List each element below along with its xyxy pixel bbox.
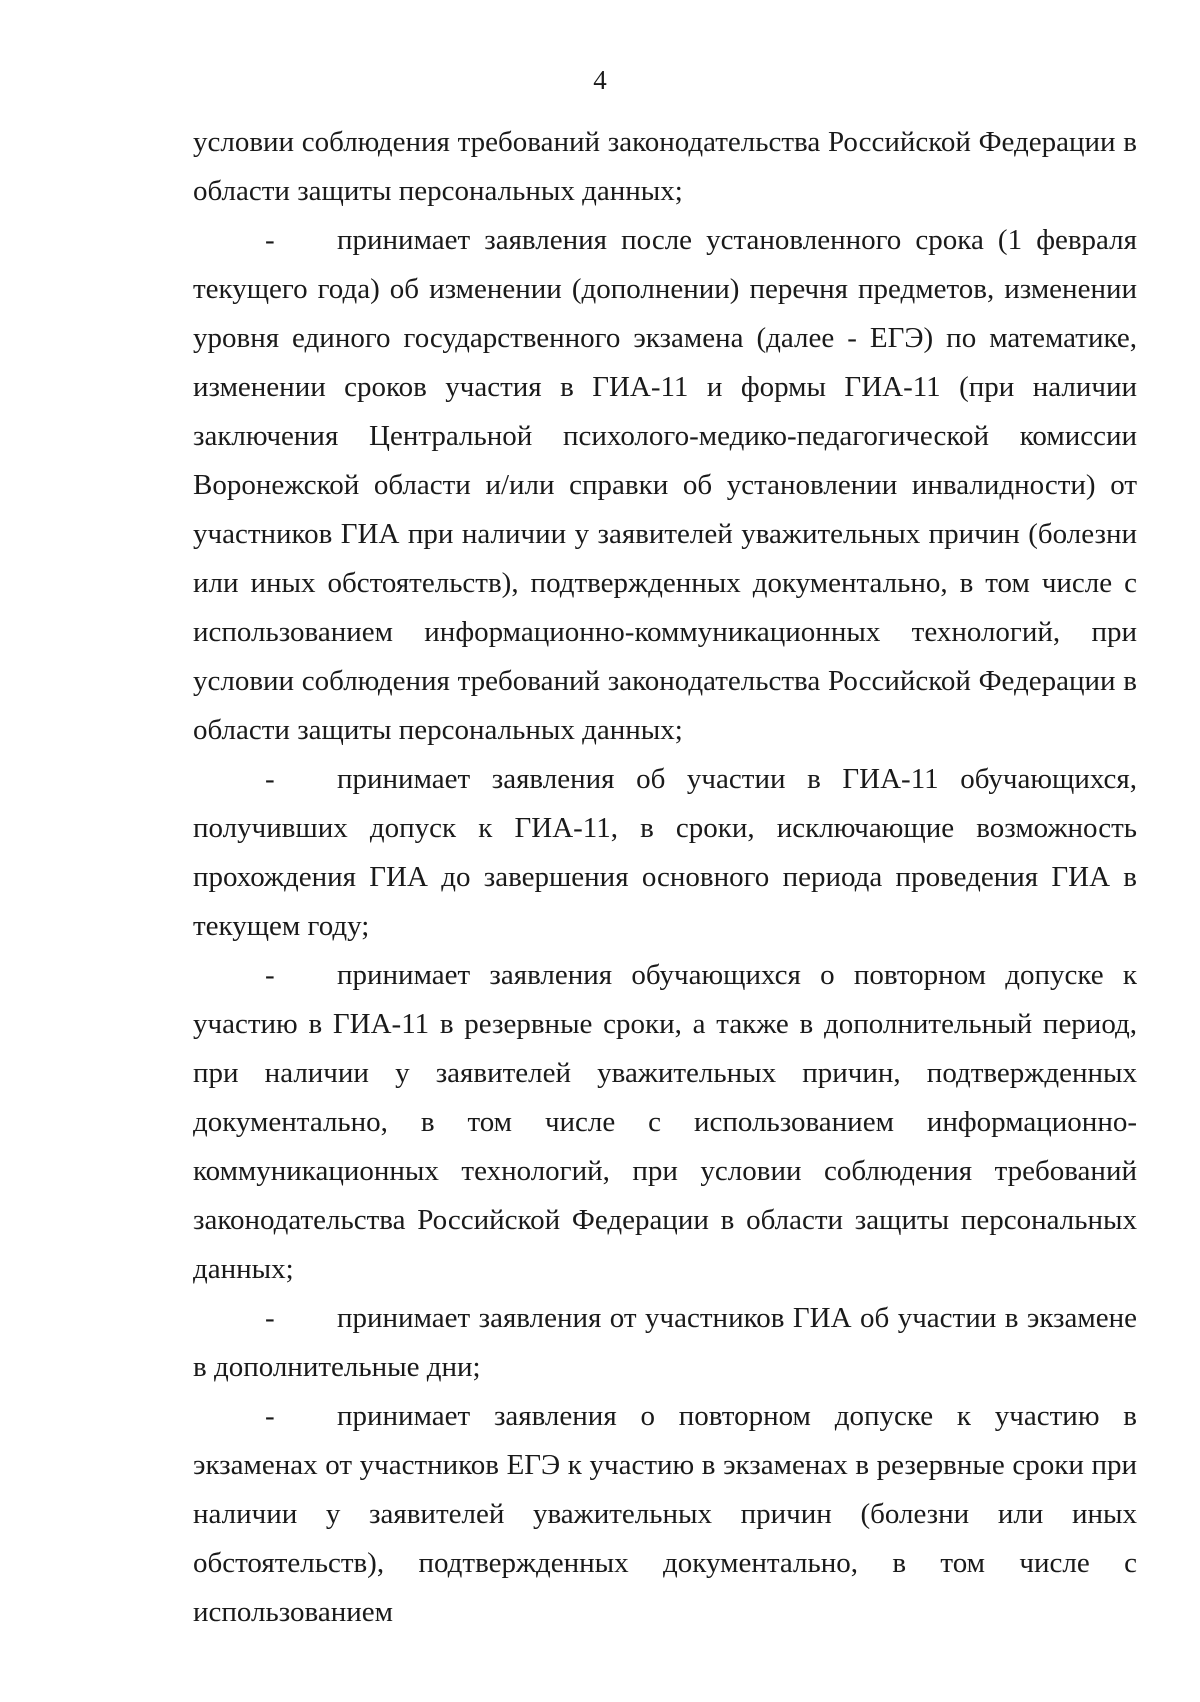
list-item <box>193 1392 1137 1637</box>
bullet-dash: - <box>265 1302 275 1334</box>
list-item-text: принимает заявления о повторном допуске к участию в экзаменах от участников ЕГЭ к участию в экзаменах в резервные сроки при наличии у заявителей уважительных причин (болезни или иных обстоятельств), подтвержденных документально, в том числе с использованием <box>193 1400 1137 1628</box>
list-item <box>193 1294 1137 1392</box>
bullet-dash: - <box>265 763 275 795</box>
bullet-dash: - <box>265 224 275 256</box>
document-body <box>193 118 1137 1637</box>
list-item-text: принимает заявления от участников ГИА об участии в экзамене в дополнительные дни; <box>193 1302 1137 1383</box>
list-item-text: принимает заявления обучающихся о повторном допуске к участию в ГИА-11 в резервные сроки, а также в дополнительный период, при наличии у заявителей уважительных причин, подтвержденных документально, в том числе с использованием информационно-коммуникационных технологий, при условии соблюдения требований законодательства Российской Федерации в области защиты персональных данных; <box>193 959 1137 1285</box>
list-item-text: принимает заявления после установленного срока (1 февраля текущего года) об изменении (дополнении) перечня предметов, изменении уровня единого государственного экзамена (далее - ЕГЭ) по математике, изменении сроков участия в ГИА-11 и формы ГИА-11 (при наличии заключения Центральной психолого-медико-педагогической комиссии Воронежской области и/или справки об установлении инвалидности) от участников ГИА при наличии у заявителей уважительных причин (болезни или иных обстоятельств), подтвержденных документально, в том числе с использованием информационно-коммуникационных технологий, при условии соблюдения требований законодательства Российской Федерации в области защиты персональных данных; <box>193 224 1137 746</box>
bullet-dash: - <box>265 959 275 991</box>
list-item <box>193 951 1137 1294</box>
page-number: 4 <box>593 65 607 95</box>
list-item-text: принимает заявления об участии в ГИА-11 обучающихся, получивших допуск к ГИА-11, в сроки, исключающие возможность прохождения ГИА до завершения основного периода проведения ГИА в текущем году; <box>193 763 1137 942</box>
list-item <box>193 216 1137 755</box>
bullet-dash: - <box>265 1400 275 1432</box>
list-item <box>193 755 1137 951</box>
intro-paragraph: условии соблюдения требований законодательства Российской Федерации в области защиты персональных данных; <box>193 126 1137 207</box>
